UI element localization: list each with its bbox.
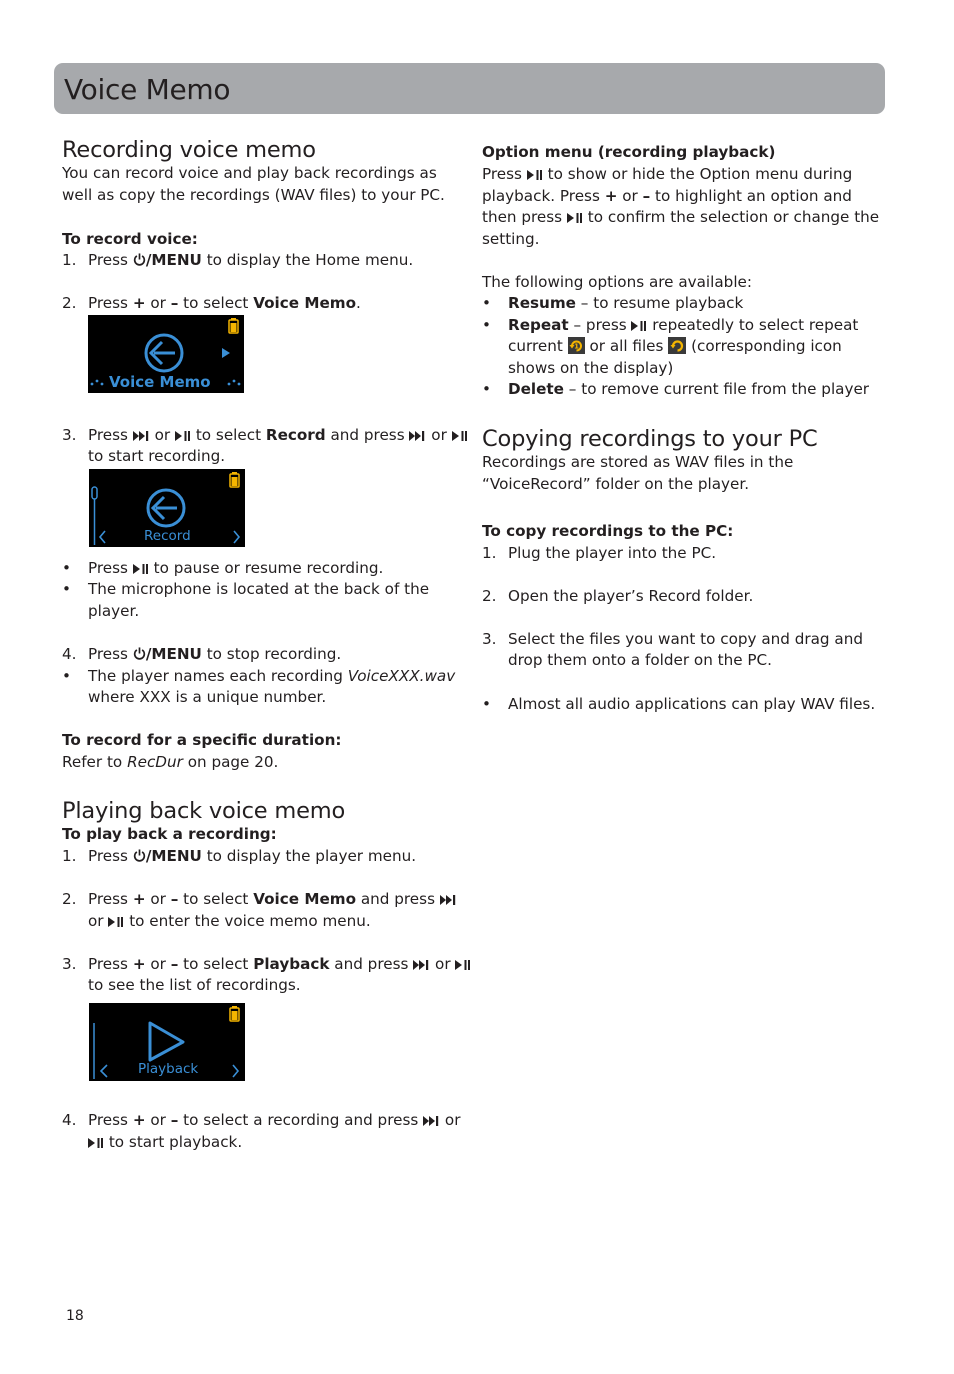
step-number: 3. bbox=[62, 955, 77, 973]
voice-memo-term: Voice Memo bbox=[253, 294, 357, 312]
recording-heading: Recording voice memo bbox=[62, 137, 316, 163]
microphone-bullet-line2: player. bbox=[88, 602, 140, 620]
menu-key: /MENU bbox=[145, 847, 202, 865]
option-menu-heading: Option menu (recording playback) bbox=[482, 143, 776, 161]
next-icon bbox=[413, 960, 430, 970]
copying-heading: Copying recordings to your PC bbox=[482, 426, 818, 452]
text-part: to highlight an option and bbox=[650, 187, 852, 205]
next-icon bbox=[133, 431, 150, 441]
step-text bbox=[88, 846, 416, 868]
step-text-part: or bbox=[149, 426, 176, 444]
step-text-part: Press bbox=[88, 847, 133, 865]
bullet-text-part: or all files bbox=[584, 337, 669, 355]
step-text-part: Press bbox=[88, 645, 133, 663]
screen-label: Playback bbox=[138, 1061, 199, 1077]
bullet-text-part: (corresponding icon bbox=[686, 337, 842, 355]
bullet-text-part: – to resume playback bbox=[575, 294, 744, 312]
step-text-part: or bbox=[145, 890, 171, 908]
text-part: then press bbox=[482, 208, 567, 226]
step-number: 1. bbox=[62, 847, 77, 865]
plus-key: + bbox=[132, 1111, 146, 1129]
record-step-3-line2: to start recording. bbox=[88, 447, 226, 465]
step-number: 3. bbox=[482, 630, 497, 648]
text-part: to confirm the selection or change the bbox=[582, 208, 880, 226]
bullet-text bbox=[88, 558, 383, 580]
step-text-part: to display the Home menu. bbox=[201, 251, 414, 269]
step-text-part: Press bbox=[88, 294, 133, 312]
bullet-mark: • bbox=[482, 695, 491, 713]
step-text-part: to display the player menu. bbox=[201, 847, 417, 865]
plus-key: + bbox=[132, 955, 146, 973]
step-text-part: . bbox=[356, 294, 361, 312]
text-part: to show or hide the Option menu during bbox=[542, 165, 853, 183]
recording-intro-line1: You can record voice and play back recordings as bbox=[62, 164, 437, 182]
duration-text-part: on page 20. bbox=[182, 753, 279, 771]
recdur-term: RecDur bbox=[127, 753, 183, 771]
delete-term: Delete bbox=[508, 380, 564, 398]
repeat-all-icon bbox=[668, 337, 686, 354]
play-pause-icon bbox=[133, 564, 149, 574]
playback-term: Playback bbox=[253, 955, 330, 973]
next-icon bbox=[423, 1116, 440, 1126]
step-text bbox=[88, 954, 471, 976]
step-text-part: or bbox=[145, 1111, 171, 1129]
svg-text:1: 1 bbox=[573, 342, 579, 351]
step-text: Select the files you want to copy and drag and bbox=[508, 630, 863, 648]
copying-intro-line1: Recordings are stored as WAV files in the bbox=[482, 453, 794, 471]
bullet-mark: • bbox=[62, 559, 71, 577]
playback-screen bbox=[89, 1003, 245, 1081]
step-text-part: to select bbox=[178, 294, 254, 312]
bullet-mark: • bbox=[482, 294, 491, 312]
play-pause-icon bbox=[452, 431, 468, 441]
bullet-mark: • bbox=[482, 316, 491, 334]
step-number: 1. bbox=[482, 544, 497, 562]
play-pause-icon bbox=[455, 960, 471, 970]
next-icon bbox=[409, 431, 426, 441]
screen-label: Record bbox=[144, 528, 191, 544]
text-part: or bbox=[617, 187, 643, 205]
bullet-text-part: Press bbox=[88, 559, 133, 577]
playback-step-4-line2 bbox=[88, 1132, 242, 1154]
copy-step-3-line2: drop them onto a folder on the PC. bbox=[508, 651, 772, 669]
minus-key: – bbox=[170, 890, 179, 908]
step-text bbox=[88, 425, 468, 447]
power-icon bbox=[133, 849, 146, 862]
step-text-part: to start playback. bbox=[104, 1133, 243, 1151]
bullet-mark: • bbox=[62, 667, 71, 685]
play-pause-icon bbox=[567, 213, 583, 223]
step-text-part: and press bbox=[329, 955, 414, 973]
to-record-label: To record voice: bbox=[62, 230, 198, 248]
bullet-mark: • bbox=[482, 380, 491, 398]
voice-memo-screen bbox=[88, 315, 244, 393]
step-text-part: and press bbox=[356, 890, 440, 908]
step-text-part: or bbox=[145, 955, 171, 973]
playback-step-2-line2 bbox=[88, 911, 371, 933]
power-icon bbox=[133, 647, 146, 660]
step-text-part: or bbox=[426, 426, 452, 444]
option-menu-line2 bbox=[482, 186, 852, 208]
bullet-text bbox=[508, 293, 743, 315]
step-text-part: to select a recording and press bbox=[178, 1111, 424, 1129]
bullet-text-part: current bbox=[508, 337, 568, 355]
step-text-part: or bbox=[88, 912, 109, 930]
bullet-text-part: The player names each recording bbox=[88, 667, 348, 685]
repeat-option-line3: shows on the display) bbox=[508, 359, 674, 377]
minus-key: – bbox=[642, 187, 651, 205]
play-pause-icon bbox=[527, 170, 543, 180]
plus-key: + bbox=[132, 890, 146, 908]
bullet-text-part: – press bbox=[568, 316, 632, 334]
step-text-part: or bbox=[145, 294, 171, 312]
step-number: 2. bbox=[482, 587, 497, 605]
voice-memo-term: Voice Memo bbox=[253, 890, 357, 908]
record-term: Record bbox=[265, 426, 326, 444]
playback-label: To play back a recording: bbox=[62, 825, 277, 843]
play-pause-icon bbox=[108, 917, 124, 927]
resume-term: Resume bbox=[508, 294, 576, 312]
step-number: 4. bbox=[62, 645, 77, 663]
step-text bbox=[88, 889, 457, 911]
step-text: Open the player’s Record folder. bbox=[508, 587, 754, 605]
step-number: 2. bbox=[62, 294, 77, 312]
plus-key: + bbox=[604, 187, 618, 205]
step-text-part: Press bbox=[88, 890, 133, 908]
step-text-part: Press bbox=[88, 1111, 133, 1129]
duration-text-part: Refer to bbox=[62, 753, 128, 771]
menu-key: /MENU bbox=[145, 645, 202, 663]
repeat-term: Repeat bbox=[508, 316, 569, 334]
power-icon bbox=[133, 253, 146, 266]
playback-step-3-line2: to see the list of recordings. bbox=[88, 976, 301, 994]
step-text-part: or bbox=[430, 955, 456, 973]
page-number: 18 bbox=[66, 1308, 84, 1324]
bullet-text: Almost all audio applications can play WAV files. bbox=[508, 695, 876, 713]
step-number: 3. bbox=[62, 426, 77, 444]
repeat-option-line2 bbox=[508, 336, 842, 358]
step-text-part: or bbox=[440, 1111, 461, 1129]
step-text-part: Press bbox=[88, 955, 133, 973]
bullet-text-part: – to remove current file from the player bbox=[563, 380, 870, 398]
option-menu-line1 bbox=[482, 164, 852, 186]
playback-heading: Playing back voice memo bbox=[62, 798, 346, 824]
step-text bbox=[88, 293, 361, 315]
step-text-part: to stop recording. bbox=[201, 645, 342, 663]
record-screen bbox=[89, 469, 245, 547]
step-text: Plug the player into the PC. bbox=[508, 544, 717, 562]
step-text bbox=[88, 644, 341, 666]
filename-bullet-line2: where XXX is a unique number. bbox=[88, 688, 327, 706]
minus-key: – bbox=[170, 294, 179, 312]
step-text bbox=[88, 250, 413, 272]
bullet-text: The microphone is located at the back of the bbox=[88, 580, 430, 598]
step-number: 4. bbox=[62, 1111, 77, 1129]
screen-label: Voice Memo bbox=[109, 373, 211, 391]
copying-intro-line2: “VoiceRecord” folder on the player. bbox=[482, 475, 750, 493]
play-pause-icon bbox=[631, 321, 647, 331]
step-number: 2. bbox=[62, 890, 77, 908]
step-number: 1. bbox=[62, 251, 77, 269]
play-pause-icon bbox=[175, 431, 191, 441]
menu-key: /MENU bbox=[145, 251, 202, 269]
minus-key: – bbox=[170, 1111, 179, 1129]
page-title-banner bbox=[54, 63, 885, 114]
duration-label: To record for a specific duration: bbox=[62, 731, 342, 749]
bullet-text bbox=[88, 666, 455, 688]
text-part: playback. Press bbox=[482, 187, 605, 205]
play-pause-icon bbox=[88, 1138, 104, 1148]
options-available-text: The following options are available: bbox=[482, 273, 753, 291]
step-text bbox=[88, 1110, 460, 1132]
bullet-mark: • bbox=[62, 580, 71, 598]
bullet-text-part: to pause or resume recording. bbox=[148, 559, 384, 577]
step-text-part: Press bbox=[88, 251, 133, 269]
step-text-part: and press bbox=[325, 426, 410, 444]
option-menu-line4: setting. bbox=[482, 230, 540, 248]
option-menu-line3 bbox=[482, 207, 879, 229]
filename-example: VoiceXXX.wav bbox=[347, 667, 456, 685]
step-text-part: Press bbox=[88, 426, 133, 444]
plus-key: + bbox=[132, 294, 146, 312]
page-title: Voice Memo bbox=[64, 73, 231, 106]
minus-key: – bbox=[170, 955, 179, 973]
bullet-text bbox=[508, 315, 858, 337]
step-text-part: to select bbox=[178, 890, 254, 908]
bullet-text bbox=[508, 379, 869, 401]
step-text-part: to select bbox=[178, 955, 254, 973]
duration-text bbox=[62, 752, 278, 774]
next-icon bbox=[440, 895, 457, 905]
copy-label: To copy recordings to the PC: bbox=[482, 522, 734, 540]
repeat-one-icon bbox=[568, 337, 585, 354]
step-text-part: to enter the voice memo menu. bbox=[124, 912, 371, 930]
recording-intro-line2: well as copy the recordings (WAV files) to your PC. bbox=[62, 186, 445, 204]
step-text-part: to select bbox=[191, 426, 266, 444]
text-part: Press bbox=[482, 165, 527, 183]
bullet-text-part: repeatedly to select repeat bbox=[647, 316, 859, 334]
